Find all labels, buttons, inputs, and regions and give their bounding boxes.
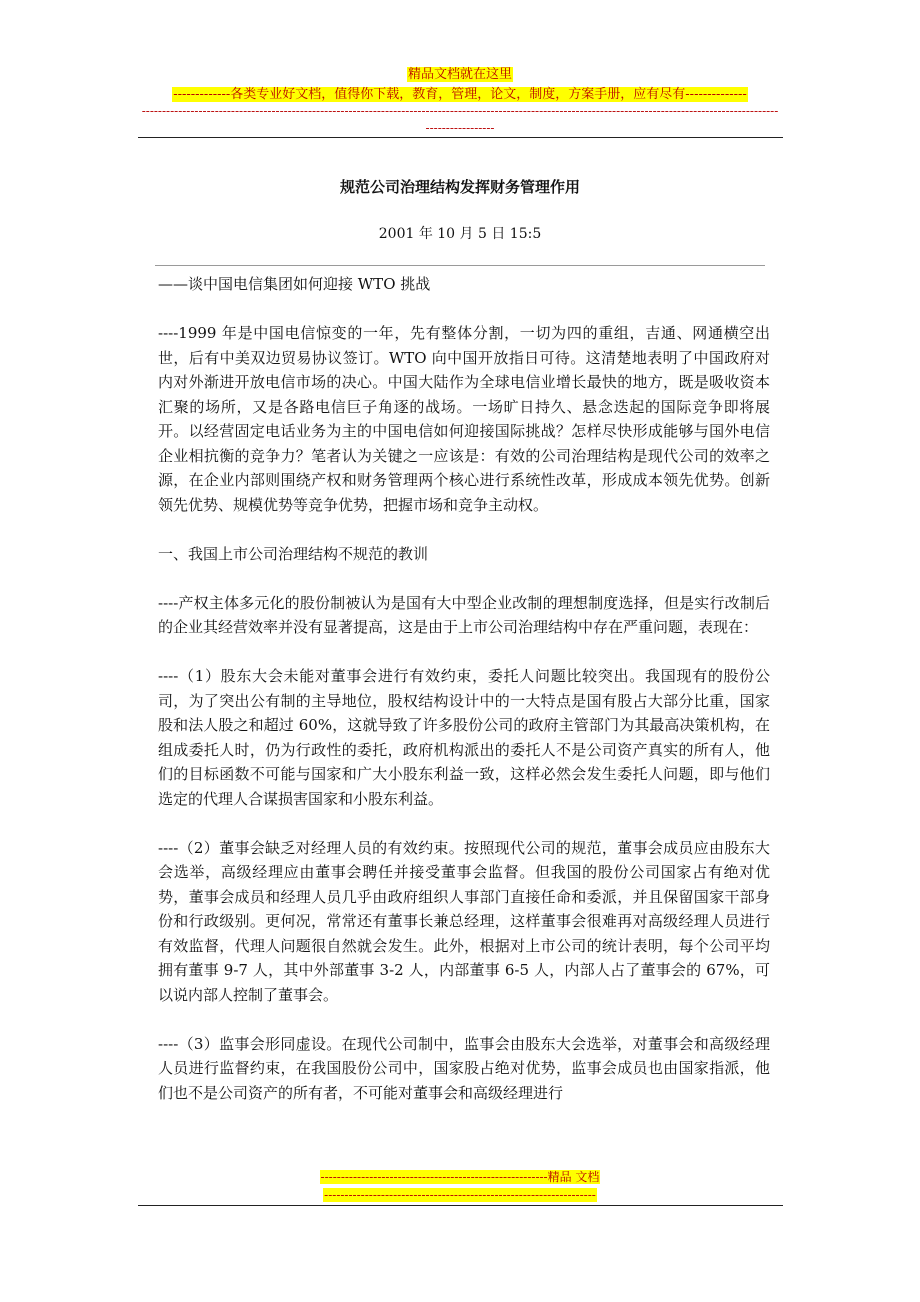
footer-line-text: --------------------------------------------------------精品 文档 bbox=[320, 1170, 600, 1184]
document-body bbox=[158, 272, 770, 1130]
header-divider bbox=[138, 137, 783, 138]
footer-divider bbox=[138, 1205, 783, 1206]
header-banner-title bbox=[0, 66, 920, 83]
document-title: 规范公司治理结构发挥财务管理作用 bbox=[339, 178, 580, 196]
footer-dash-line bbox=[0, 1187, 920, 1204]
banner-title-text: 精品文档就在这里 bbox=[407, 67, 512, 82]
section-heading: 一、我国上市公司治理结构不规范的教训 bbox=[158, 544, 429, 563]
header-banner-line bbox=[0, 86, 920, 103]
footer-dash-text: ------------------------------------------------------------------- bbox=[324, 1188, 596, 1202]
subtitle-paragraph: ——谈中国电信集团如何迎接 WTO 挑战 bbox=[158, 275, 431, 293]
body-paragraph: ----产权主体多元化的股份制被认为是国有大中型企业改制的理想制度选择，但是实行改制后的企业其经营效率并没有显著提高，这是由于上市公司治理结构中存在严重问题，表现在： bbox=[158, 593, 770, 636]
header-dash-line: ------------------------------------------------------------------------------------------------------------------------------------------------------------------------------ bbox=[141, 104, 779, 135]
body-paragraph: ----1999 年是中国电信惊变的一年，先有整体分割，一切为四的重组，吉通、网通横空出世，后有中美双边贸易协议签订。WTO 向中国开放指日可待。这清楚地表明了中国政府对内对外渐进开放电信市场的决心。中国大陆作为全球电信业增长最快的地方，既是吸收资本汇聚的场所，又是各路电信巨子角逐的战场。一场旷日持久、悬念迭起的国际竞争即将展开。以经营固定电话业务为主的中国电信如何迎接国际挑战？怎样尽快形成能够与国外电信企业相抗衡的竞争力？笔者认为关键之一应该是：有效的公司治理结构是现代公司的效率之源，在企业内部则围绕产权和财务管理两个核心进行系统性改革，形成成本领先优势。创新领先优势、规模优势等竞争优势，把握市场和竞争主动权。 bbox=[158, 324, 770, 514]
body-paragraph: ----（1）股东大会未能对董事会进行有效约束，委托人问题比较突出。我国现有的股份公司，为了突出公有制的主导地位，股权结构设计中的一大特点是国有股占大部分比重，国家股和法人股之和超过 60%，这就导致了许多股份公司的政府主管部门为其最高决策机构，在组成委托人时，仍为行政性的委托，政府机构派出的委托人不是公司资产真实的所有人，他们的目标函数不可能与国家和广大小股东利益一致，这样必然会发生委托人问题，即与他们选定的代理人合谋损害国家和小股东利益。 bbox=[158, 667, 770, 808]
title-divider bbox=[155, 265, 765, 266]
body-paragraph: ----（3）监事会形同虚设。在现代公司制中，监事会由股东大会选举，对董事会和高级经理人员进行监督约束，在我国股份公司中，国家股占绝对优势，监事会成员也由国家指派，他们也不是公司资产的所有者，不可能对董事会和高级经理进行 bbox=[158, 1034, 770, 1102]
banner-line-text: -------------各类专业好文档，值得你下载，教育，管理，论文，制度，方案手册，应有尽有-------------- bbox=[173, 87, 747, 102]
body-paragraph: ----（2）董事会缺乏对经理人员的有效约束。按照现代公司的规范，董事会成员应由股东大会选举，高级经理应由董事会聘任并接受董事会监督。但我国的股份公司国家占有绝对优势，董事会成员和经理人员几乎由政府组织人事部门直接任命和委派，并且保留国家干部身份和行政级别。更何况，常常还有董事长兼总经理，这样董事会很难再对高级经理人员进行有效监督，代理人问题很自然就会发生。此外，根据对上市公司的统计表明，每个公司平均拥有董事 9-7 人，其中外部董事 3-2 人，内部董事 6-5 人，内部人占了董事会的 67%，可以说内部人控制了董事会。 bbox=[158, 838, 770, 1004]
footer-banner-line bbox=[0, 1169, 920, 1186]
document-date: 2001 年 10 月 5 日 15:5 bbox=[378, 226, 542, 242]
